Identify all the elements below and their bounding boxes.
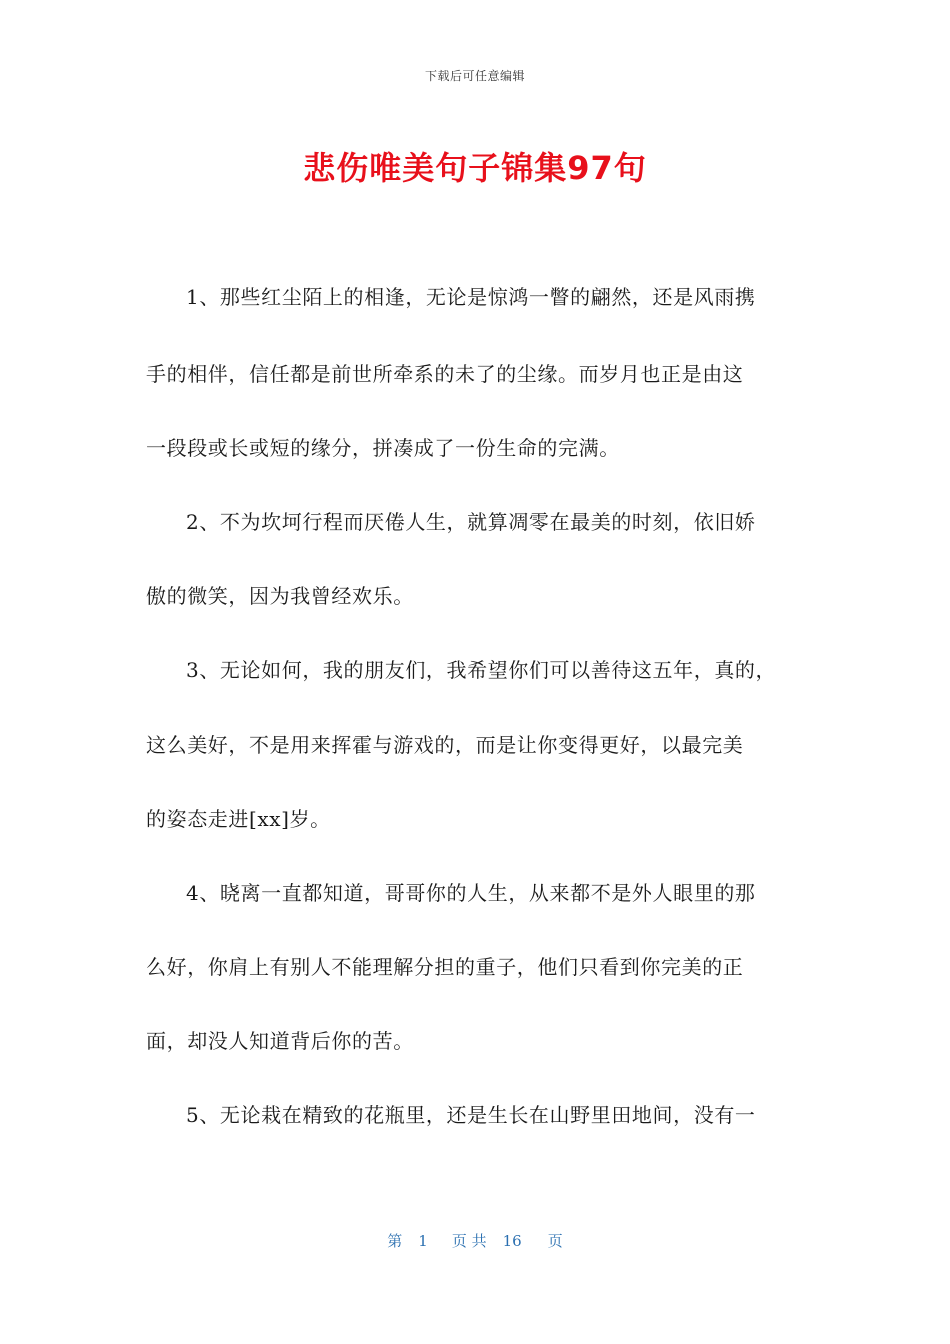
page-label-mid: 页 共 (451, 1232, 487, 1250)
text-line: 的姿态走进[xx]岁。 (146, 807, 331, 831)
text-line: 一段段或长或短的缘分，拼凑成了一份生命的完满。 (146, 436, 620, 460)
current-page-number: 1 (418, 1232, 428, 1250)
document-title: 悲伤唯美句子锦集97句 (303, 149, 647, 187)
text-line: 5、无论栽在精致的花瓶里，还是生长在山野里田地间，没有一 (186, 1103, 756, 1127)
page-label-prefix: 第 (387, 1232, 403, 1250)
text-line: 4、晓离一直都知道，哥哥你的人生，从来都不是外人眼里的那 (186, 881, 756, 905)
text-line: 傲的微笑，因为我曾经欢乐。 (146, 584, 414, 608)
text-line: 3、无论如何，我的朋友们，我希望你们可以善待这五年，真的， (186, 658, 777, 682)
total-pages-number: 16 (502, 1232, 522, 1250)
text-line: 1、那些红尘陌上的相逢，无论是惊鸿一瞥的翩然，还是风雨携 (186, 285, 756, 309)
text-line: 2、不为坎坷行程而厌倦人生，就算凋零在最美的时刻，依旧娇 (186, 510, 756, 534)
header-note: 下载后可任意编辑 (424, 69, 525, 83)
page-footer (0, 1230, 950, 1251)
page-label-suffix: 页 (547, 1232, 563, 1250)
text-line: 么好，你肩上有别人不能理解分担的重子，他们只看到你完美的正 (146, 955, 744, 979)
text-line: 手的相伴，信任都是前世所牵系的未了的尘缘。而岁月也正是由这 (146, 362, 744, 386)
text-line: 面，却没人知道背后你的苦。 (146, 1029, 414, 1053)
text-line: 这么美好，不是用来挥霍与游戏的，而是让你变得更好，以最完美 (146, 733, 744, 757)
